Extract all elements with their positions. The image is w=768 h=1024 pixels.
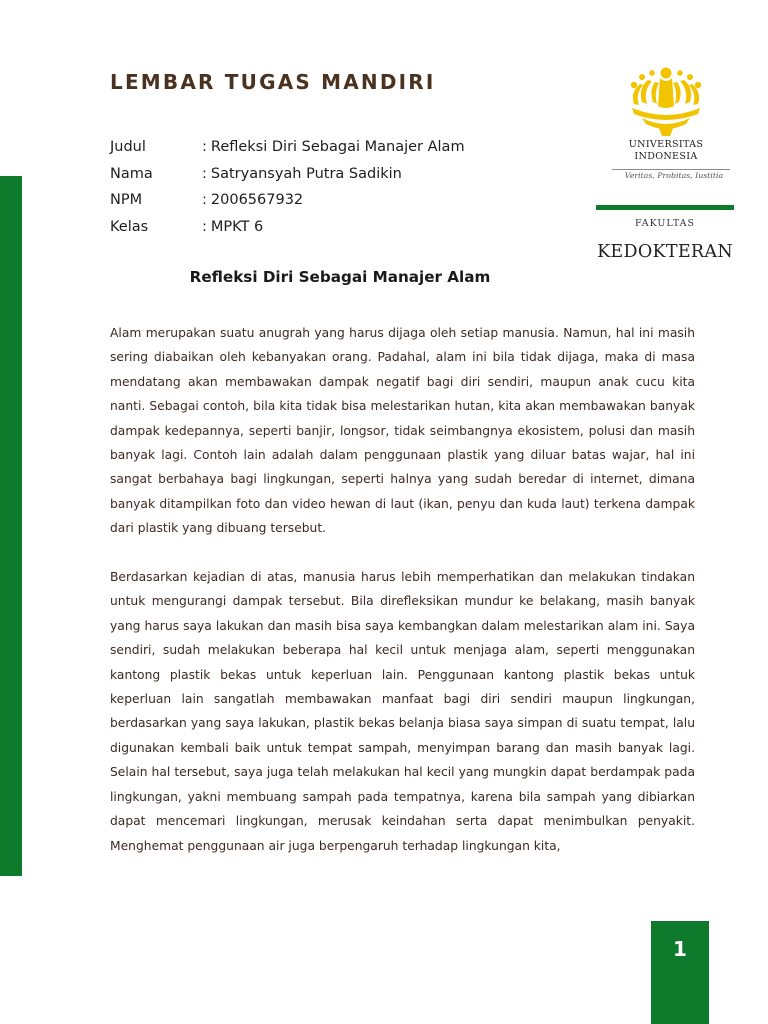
university-logo (596, 66, 736, 266)
left-accent-bar (0, 176, 22, 876)
info-value: Satryansyah Putra Sadikin (210, 165, 402, 182)
info-separator: : (202, 218, 207, 235)
logo-divider (612, 169, 730, 170)
university-name-line1: UNIVERSITAS (628, 139, 704, 150)
info-label: Judul (110, 139, 146, 156)
info-separator: : (202, 139, 207, 156)
university-name (596, 139, 736, 162)
info-row-nama (110, 161, 530, 188)
student-info (110, 134, 530, 240)
info-row-kelas (110, 214, 530, 241)
university-name-line2: INDONESIA (634, 150, 698, 162)
faculty-label: FAKULTAS (634, 218, 696, 229)
info-row-npm (110, 187, 530, 214)
faculty-divider (596, 205, 734, 210)
info-label: Nama (110, 165, 153, 182)
info-row-judul (110, 134, 530, 161)
faculty-name: KEDOKTERAN (597, 242, 733, 262)
info-label: Kelas (110, 218, 149, 235)
info-value: MPKT 6 (210, 218, 264, 235)
essay-body (110, 321, 695, 858)
essay-paragraph: Berdasarkan kejadian di atas, manusia harus lebih memperhatikan dan melakukan tindakan untuk mengurangi dampak tersebut. Bila direfleksikan mundur ke belakang, masih banyak yang harus saya lakukan dan masih bisa saya kembangkan dalam melestarikan alam ini. Saya sendiri, sudah melakukan beberapa hal kecil untuk menjaga alam, seperti menggunakan kantong plastik bekas untuk keperluan lain. Penggunaan kantong plastik bekas untuk keperluan lain sangatlah membawakan manfaat bagi diri sendiri maupun lingkungan, berdasarkan yang saya lakukan, plastik bekas belanja biasa saya simpan di suatu tempat, lalu digunakan kembali baik untuk tempat sampah, menyimpan barang dan masih banyak lagi. Selain hal tersebut, saya juga telah melakukan hal kecil yang mungkin dapat berdampak pada lingkungan, yakni membuang sampah pada tempatnya, karena bila sampah yang dibiarkan dapat mencemari lingkungan, merusak keindahan serta dapat menimbulkan penyakit. Menghemat penggunaan air juga berpengaruh terhadap lingkungan kita, (110, 570, 695, 853)
info-label: NPM (110, 192, 143, 209)
info-separator: : (202, 192, 207, 209)
university-motto: Veritas, Probitas, Iustitia (624, 171, 724, 180)
info-value: 2006567932 (210, 192, 304, 209)
essay-paragraph: Alam merupakan suatu anugrah yang harus dijaga oleh setiap manusia. Namun, hal ini masih sering diabaikan oleh kebanyakan orang. Padahal, alam ini bila tidak dijaga, maka di masa mendatang akan membawakan dampak negatif bagi diri sendiri, maupun anak cucu kita nanti. Sebagai contoh, bila kita tidak bisa melestarikan hutan, kita akan membawakan banyak dampak kedepannya, seperti banjir, longsor, tidak seimbangnya ekosistem, polusi dan masih banyak lagi. Contoh lain adalah dalam penggunaan plastik yang diluar batas wajar, hal ini sangat berbahaya bagi lingkungan, seperti halnya yang sudah beredar di internet, dimana banyak ditampilkan foto dan video hewan di laut (ikan, penyu dan kuda laut) terkena dampak dari plastik yang dibuang tersebut. (110, 326, 695, 536)
info-separator: : (202, 165, 207, 182)
makara-emblem-icon (622, 66, 710, 138)
document-title: LEMBAR TUGAS MANDIRI (110, 70, 436, 94)
page-number: 1 (651, 921, 709, 1024)
essay-title: Refleksi Diri Sebagai Manajer Alam (189, 268, 491, 286)
info-value: Refleksi Diri Sebagai Manajer Alam (210, 139, 465, 156)
